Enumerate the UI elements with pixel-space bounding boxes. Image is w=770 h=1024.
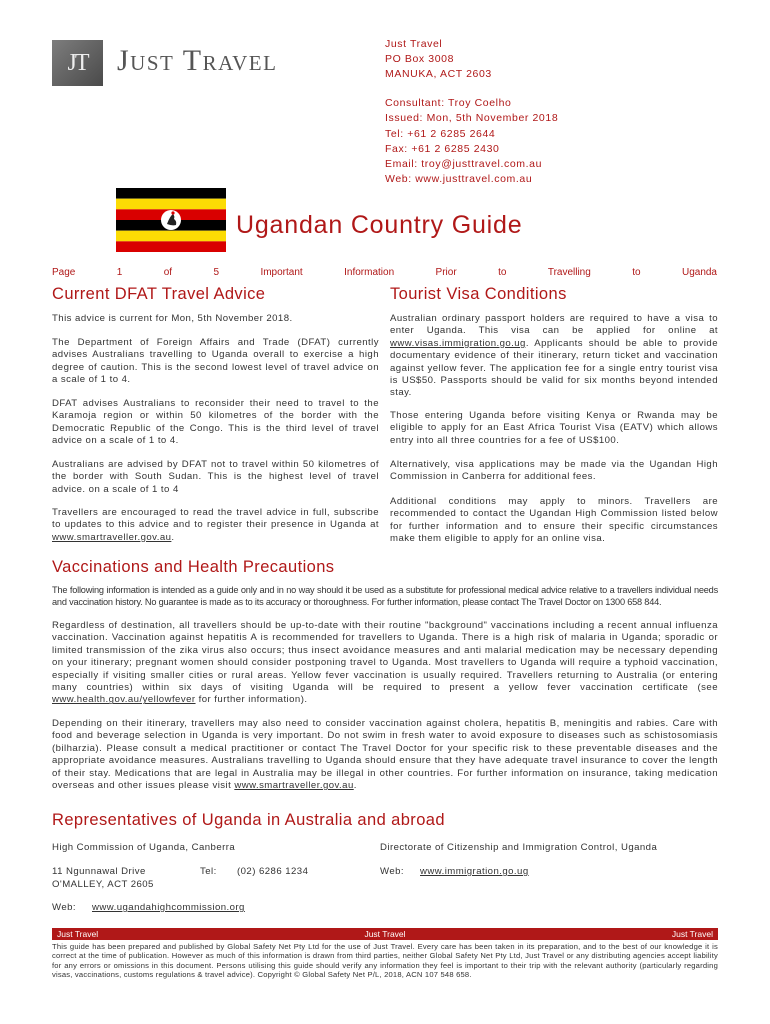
hc-web-label: Web: [52, 902, 77, 913]
visa-online-link[interactable]: www.visas.immigration.go.ug [390, 337, 526, 349]
page-title: Ugandan Country Guide [236, 211, 523, 239]
brand-name: Just Travel [117, 44, 278, 77]
email-line: Email: troy@justtravel.com.au [385, 158, 543, 171]
visa-heading: Tourist Visa Conditions [390, 285, 567, 303]
smartraveller-link-2[interactable]: www.smartraveller.gov.au [234, 780, 354, 792]
page-line-word: Information [344, 267, 395, 278]
dfat-register-text: Travellers are encouraged to read the travel advice in full, subscribe to updates to this advice and to register their presence in Uganda at [52, 507, 379, 531]
page-line-word: 5 [213, 267, 220, 278]
visa-req-text: Australian ordinary passport holders are required to have a visa to enter Uganda. This visa can be applied for online at [390, 313, 718, 337]
health-itin-text: Depending on their itinerary, travellers may also need to consider vaccination against cholera, hepatitis B, meningitis and rabies. Care with food and beverage selection in Uganda is very important. Do not swim in fresh water to avoid exposure to diseases such as schistosomiasis (bilharzia). Please consult a medical practitioner or contact The Travel Doctor for your specific risk to these preventable diseases and the appropriate avoidance measures. Australians travelling to Uganda should ensure that they have adequate travel insurance to cover the length of their stay. Medications that are legal in Australia may be illegal in other countries. For further information on insurance, taking medication overseas and other issues please visit [52, 718, 718, 792]
health-vacc-end: for further information). [195, 694, 308, 706]
dfat-south-sudan: Australians are advised by DFAT not to travel within 50 kilometres of the border with South Sudan. This is the highest level of travel advice. on a scale of 1 to 4 [52, 459, 379, 495]
agency-city: MANUKA, ACT 2603 [385, 68, 492, 80]
page-header-line [52, 267, 717, 278]
fax-line: Fax: +61 2 6285 2430 [385, 142, 500, 155]
page-line-word: Page [52, 267, 76, 278]
dfat-overall: The Department of Foreign Affairs and Trade (DFAT) currently advises Australians travelling to Uganda overall to exercise a high degree of caution. This is the second lowest level of travel advice on a scale of 1 to 4. [52, 337, 379, 386]
uganda-flag [116, 188, 226, 252]
page-line-word: Prior [435, 267, 457, 278]
issued-date: Issued: Mon, 5th November 2018 [385, 112, 559, 125]
page-line-word: 1 [116, 267, 123, 278]
web-line: Web: www.justtravel.com.au [385, 173, 533, 186]
consultant-details [385, 96, 558, 188]
high-commission-name: High Commission of Uganda, Canberra [52, 842, 236, 853]
dfat-register [52, 507, 379, 544]
footer-center: Just Travel [364, 929, 406, 939]
dir-web-link[interactable]: www.immigration.go.ug [420, 866, 529, 877]
health-itin-end: . [353, 780, 357, 792]
health-itinerary [52, 718, 718, 792]
agency-name: Just Travel [385, 38, 443, 50]
page-line-word: Travelling [547, 267, 591, 278]
visa-minors: Additional conditions may apply to minors. Travellers are recommended to contact the Ugandan High Commission listed below for further information and to ensure their specific circumstances make them eligible to apply for an online visa. [390, 496, 718, 545]
visa-alternative: Alternatively, visa applications may be made via the Ugandan High Commission in Canberra for additional fees. [390, 459, 718, 483]
visa-req-text-end: . Applicants should be able to provide documentary evidence of their itinerary, return ticket and vaccination against yellow fever. The application fee for a single entry tourist visa is US$50. Passports should be valid for six months beyond intended stay. [390, 337, 718, 399]
page-line-word: Uganda [681, 267, 717, 278]
visa-eatv: Those entering Uganda before visiting Kenya or Rwanda may be eligible to apply for an East Africa Tourist Visa (EATV) which allows entry into all three countries for a fee of US$100. [390, 410, 718, 446]
hc-tel-label: Tel: [200, 866, 217, 877]
smartraveller-link[interactable]: www.smartraveller.gov.au [52, 531, 172, 543]
dfat-karamoja: DFAT advises Australians to reconsider their need to travel to the Karamoja region or within 50 kilometres of the border with the Democratic Republic of the Congo. This is the third level of travel advice on a scale of 1 to 4. [52, 398, 379, 447]
dfat-register-end: . [171, 531, 175, 543]
hc-address-1: 11 Ngunnawal Drive [52, 866, 146, 877]
health-vaccinations [52, 620, 718, 707]
hc-address-2: O'MALLEY, ACT 2605 [52, 879, 154, 890]
yellowfever-link[interactable]: www.health.gov.au/yellowfever [52, 694, 196, 706]
consultant-name: Consultant: Troy Coelho [385, 97, 512, 109]
directorate-name: Directorate of Citizenship and Immigration Control, Uganda [380, 842, 658, 853]
page-line-word: Important [260, 267, 303, 278]
dir-web-label: Web: [380, 866, 405, 877]
footer-disclaimer: This guide has been prepared and published by Global Safety Net Pty Ltd for the use of Just Travel. Every care has been taken in its preparation, and to the best of our knowledge it is correct at the time of publication. However as much of this information is drawn from third parties, neither Global Safety Net Pty Ltd, Just Travel or any distributing agencies accept liability for any errors or omissions in this document. Persons utilising this guide should verify any information they feel is important to their trip with the relevant authority (particularly regarding visas, vaccinations, customs regulations & travel advice). Copyright © Global Safety Net P/L, 2018, ACN 107 548 658. [52, 942, 718, 980]
health-heading: Vaccinations and Health Precautions [52, 558, 335, 576]
page-line-word: of [163, 267, 173, 278]
hc-tel-value: (02) 6286 1234 [237, 866, 309, 877]
footer-bar [52, 928, 718, 940]
logo-mark: JT [52, 40, 103, 86]
reps-heading: Representatives of Uganda in Australia and abroad [52, 811, 445, 829]
agency-po-box: PO Box 3008 [385, 53, 455, 65]
agency-address [385, 37, 492, 82]
visa-requirements [390, 313, 718, 400]
dfat-current: This advice is current for Mon, 5th November 2018. [52, 313, 293, 324]
health-disclaimer: The following information is intended as a guide only and in no way should it be used as a substitute for professional medical advice relative to a travellers individual needs and vaccination history. No guarantee is made as to its accuracy or thoroughness. For further information, please contact The Travel Doctor on 1300 658 844. [52, 585, 718, 607]
dfat-heading: Current DFAT Travel Advice [52, 285, 266, 303]
hc-web-link[interactable]: www.ugandahighcommission.org [92, 902, 245, 913]
tel-line: Tel: +61 2 6285 2644 [385, 127, 496, 140]
page-line-word: to [632, 267, 641, 278]
page-line-word: to [498, 267, 507, 278]
health-vacc-text: Regardless of destination, all travellers should be up-to-date with their routine "background" vaccinations including a recent annual influenza vaccination. Vaccination against hepatitis A is recommended for travellers to Uganda. There is a high risk of malaria in Uganda; sporadic or limited transmission of the zika virus also occurs; thus insect avoidance measures and anti malarial medication may be necessary depending on your itinerary; pregnant women should consider postponing travel to Uganda. Most travellers to Uganda will require a typhoid vaccination, especially if visiting smaller cities or rural areas. Yellow fever vaccination is usually required. Travellers returning to Australia (or entering many countries) within six days of visiting Uganda will be required to present a yellow fever vaccination certificate (see [52, 620, 718, 694]
footer-left: Just Travel [57, 929, 99, 939]
footer-right: Just Travel [671, 929, 713, 939]
